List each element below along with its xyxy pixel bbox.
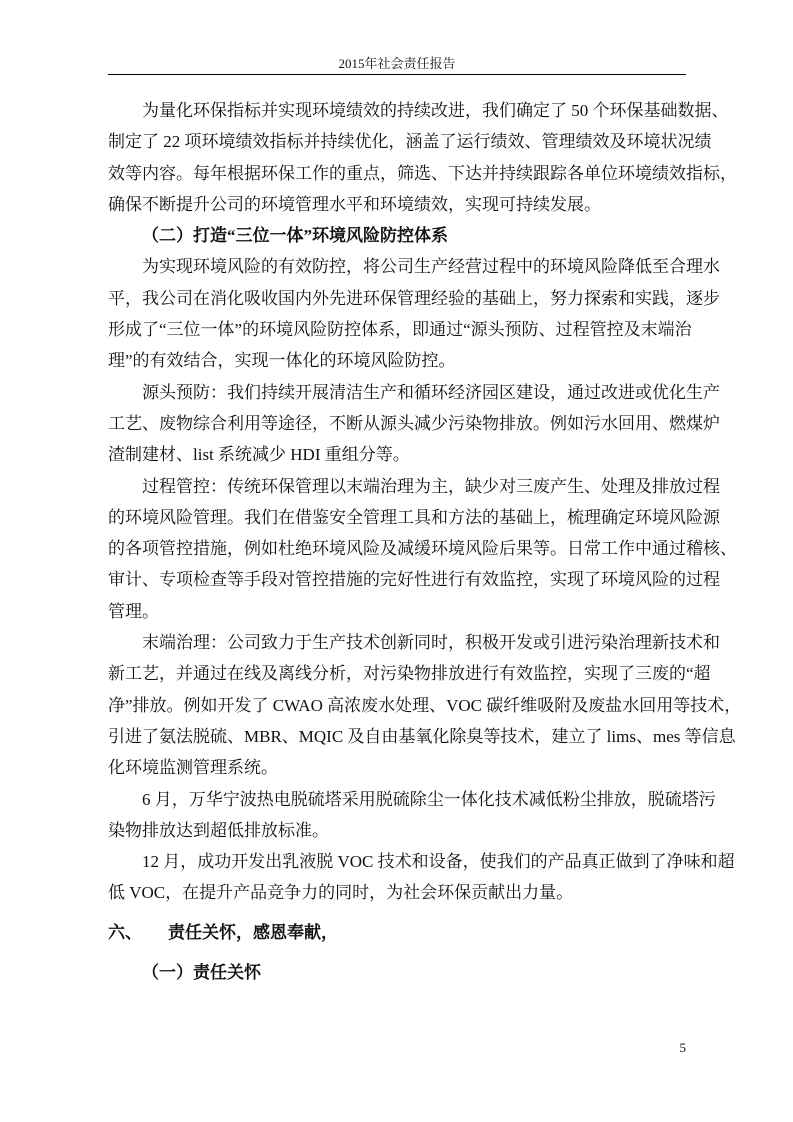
paragraph <box>108 251 720 376</box>
section-title: 责任关怀，感恩奉献， <box>168 922 338 942</box>
paragraph <box>108 627 742 783</box>
page-body <box>108 95 742 988</box>
paragraph <box>108 95 737 220</box>
paragraph-line: 12 月，成功开发出乳液脱 VOC 技术和设备，使我们的产品真正做到了净味和超 <box>142 852 735 872</box>
section-number: 六、 <box>108 922 142 942</box>
paragraph-line: 新工艺，并通过在线及离线分析，对污染物排放进行有效监控，实现了三废的“超 <box>108 664 711 684</box>
paragraph <box>108 846 735 909</box>
paragraph-line: 审计、专项检查等手段对管控措施的完好性进行有效监控，实现了环境风险的过程 <box>108 570 720 590</box>
paragraph-line: 过程管控：传统环保管理以末端治理为主，缺少对三废产生、处理及排放过程 <box>142 476 720 496</box>
paragraph-line: 渣制建材、list 系统减少 HDI 重组分等。 <box>108 445 410 465</box>
paragraph-line: 低 VOC，在提升产品竞争力的同时，为社会环保贡献出力量。 <box>108 883 574 903</box>
paragraph-line: 化环境监测管理系统。 <box>108 758 278 778</box>
header-rule <box>108 74 686 75</box>
paragraph-line: 末端治理：公司致力于生产技术创新同时，积极开发或引进污染治理新技术和 <box>142 633 720 653</box>
paragraph-line: 效等内容。每年根据环保工作的重点，筛选、下达并持续跟踪各单位环境绩效指标， <box>108 163 737 183</box>
paragraph-line: 染物排放达到超低排放标准。 <box>108 820 329 840</box>
paragraph-line: 引进了氨法脱硫、MBR、MQIC 及自由基氧化除臭等技术，建立了 lims、mes 等信息 <box>108 726 736 746</box>
paragraph-line: 为量化环保指标并实现环境绩效的持续改进，我们确定了 50 个环保基础数据、 <box>142 101 729 120</box>
paragraph-line: 净”排放。例如开发了 CWAO 高浓废水处理、VOC 碳纤维吸附及废盐水回用等技术， <box>108 695 742 715</box>
paragraph-line: 6 月，万华宁波热电脱硫塔采用脱硫除尘一体化技术减低粉尘排放，脱硫塔污 <box>142 789 716 809</box>
paragraph-line: 的环境风险管理。我们在借鉴安全管理工具和方法的基础上，梳理确定环境风险源 <box>108 507 720 527</box>
paragraph <box>108 471 737 627</box>
subsection-heading: （一）责任关怀 <box>142 962 261 982</box>
paragraph-line: 形成了“三位一体”的环境风险防控体系，即通过“源头预防、过程管控及末端治 <box>108 320 692 340</box>
page-number: 5 <box>679 1040 686 1055</box>
paragraph <box>108 377 720 471</box>
paragraph <box>108 784 716 847</box>
paragraph-line: 确保不断提升公司的环境管理水平和环境绩效，实现可持续发展。 <box>108 194 601 214</box>
paragraph-line: 的各项管控措施，例如杜绝环境风险及减缓环境风险后果等。日常工作中通过稽核、 <box>108 539 737 559</box>
section-heading <box>108 917 686 949</box>
paragraph-line: 平，我公司在消化吸收国内外先进环保管理经验的基础上，努力探索和实践，逐步 <box>108 288 720 308</box>
paragraph-line: 源头预防：我们持续开展清洁生产和循环经济园区建设，通过改进或优化生产 <box>142 382 720 402</box>
paragraph-line: 理”的有效结合，实现一体化的环境风险防控。 <box>108 351 456 371</box>
page-header: 2015年社会责任报告 <box>338 56 456 71</box>
paragraph-line: 为实现环境风险的有效防控，将公司生产经营过程中的环境风险降低至合理水 <box>142 257 720 277</box>
paragraph-line: 制定了 22 项环境绩效指标并持续优化，涵盖了运行绩效、管理绩效及环境状况绩 <box>108 132 712 152</box>
paragraph-line: 管理。 <box>108 601 159 621</box>
paragraph-line: 工艺、废物综合利用等途径，不断从源头减少污染物排放。例如污水回用、燃煤炉 <box>108 413 720 433</box>
section-subheading: （二）打造“三位一体”环境风险防控体系 <box>142 226 448 246</box>
